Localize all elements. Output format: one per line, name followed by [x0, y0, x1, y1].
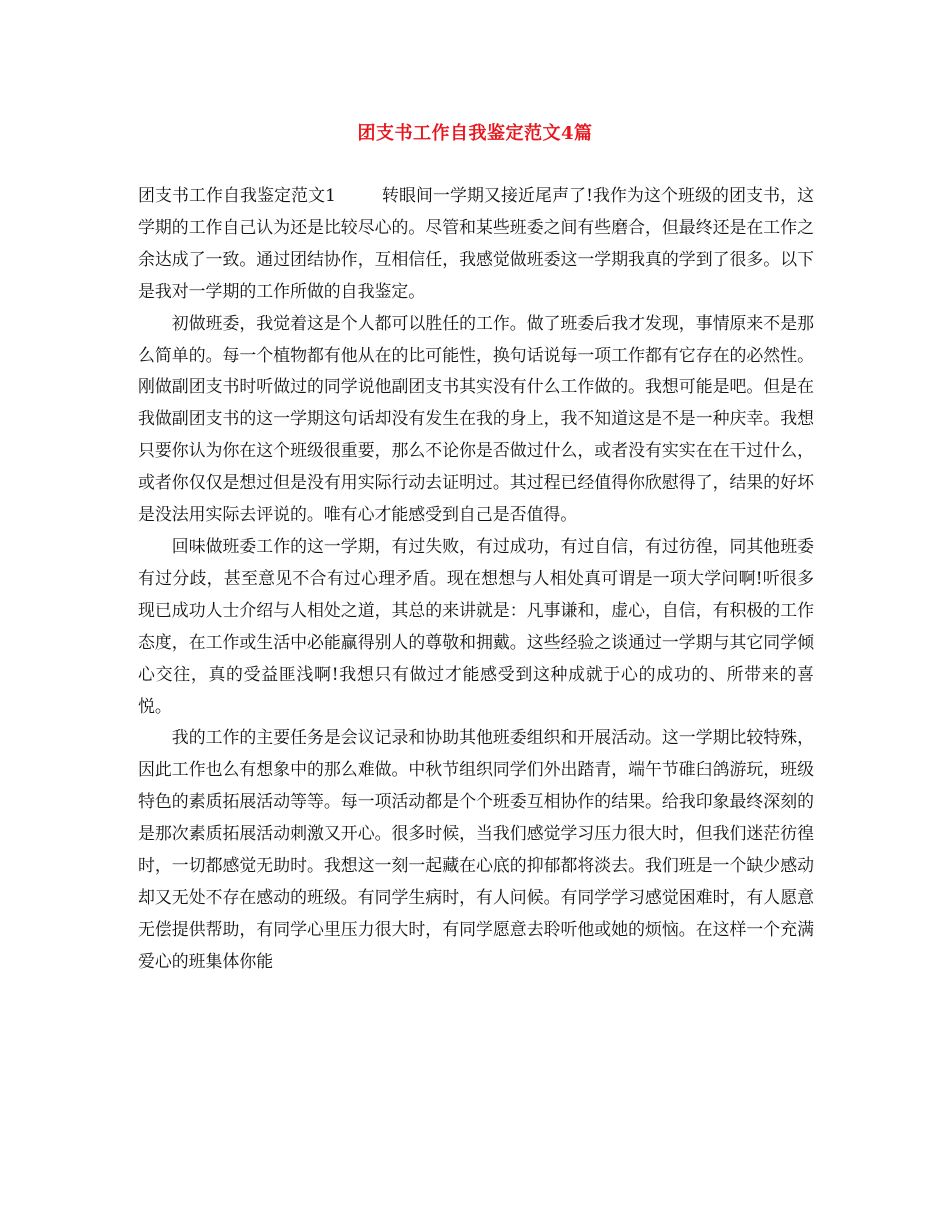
paragraph-1	[138, 180, 814, 308]
paragraph-1-text: 转眼间一学期又接近尾声了!我作为这个班级的团支书，这学期的工作自己认为还是比较尽心的。尽管和某些班委之间有些磨合，但最终还是在工作之余达成了一致。通过团结协作，互相信任，我感觉做班委这一学期我真的学到了很多。以下是我对一学期的工作所做的自我鉴定。	[138, 185, 814, 301]
paragraph-3: 回味做班委工作的这一学期，有过失败，有过成功，有过自信，有过彷徨，同其他班委有过分歧，甚至意见不合有过心理矛盾。现在想想与人相处真可谓是一项大学问啊!听很多现已成功人士介绍与人相处之道，其总的来讲就是：凡事谦和，虚心，自信，有积极的工作态度，在工作或生活中必能赢得别人的尊敬和拥戴。这些经验之谈通过一学期与其它同学倾心交往，真的受益匪浅啊!我想只有做过才能感受到这种成就于心的成功的、所带来的喜悦。	[138, 535, 814, 716]
paragraph-4: 我的工作的主要任务是会议记录和协助其他班委组织和开展活动。这一学期比较特殊，因此工作也么有想象中的那么难做。中秋节组织同学们外出踏青，端午节碓臼鸽游玩，班级特色的素质拓展活动等等。每一项活动都是个个班委互相协作的结果。给我印象最终深刻的是那次素质拓展活动刺激又开心。很多时候，当我们感觉学习压力很大时，但我们迷茫彷徨时，一切都感觉无助时。我想这一刻一起藏在心底的抑郁都将淡去。我们班是一个缺少感动却又无处不存在感动的班级。有同学生病时，有人问候。有同学学习感觉困难时，有人愿意无偿提供帮助，有同学心里压力很大时，有同学愿意去聆听他或她的烦恼。在这样一个充满爱心的班集体你能	[138, 727, 814, 971]
paragraph-2: 初做班委，我觉着这是个人都可以胜任的工作。做了班委后我才发现，事情原来不是那么简单的。每一个植物都有他从在的比可能性，换句话说每一项工作都有它存在的必然性。刚做副团支书时听做过的同学说他副团支书其实没有什么工作做的。我想可能是吧。但是在我做副团支书的这一学期这句话却没有发生在我的身上，我不知道这是不是一种庆幸。我想只要你认为你在这个班级很重要，那么不论你是否做过什么，或者没有实实在在干过什么，或者你仅仅是想过但是没有用实际行动去证明过。其过程已经值得你欣慰得了，结果的好坏是没法用实际去评说的。唯有心才能感受到自己是否值得。	[138, 312, 814, 525]
document-title: 团支书工作自我鉴定范文4篇	[357, 123, 593, 144]
document-body	[138, 180, 814, 978]
section-heading: 团支书工作自我鉴定范文1	[138, 185, 336, 205]
